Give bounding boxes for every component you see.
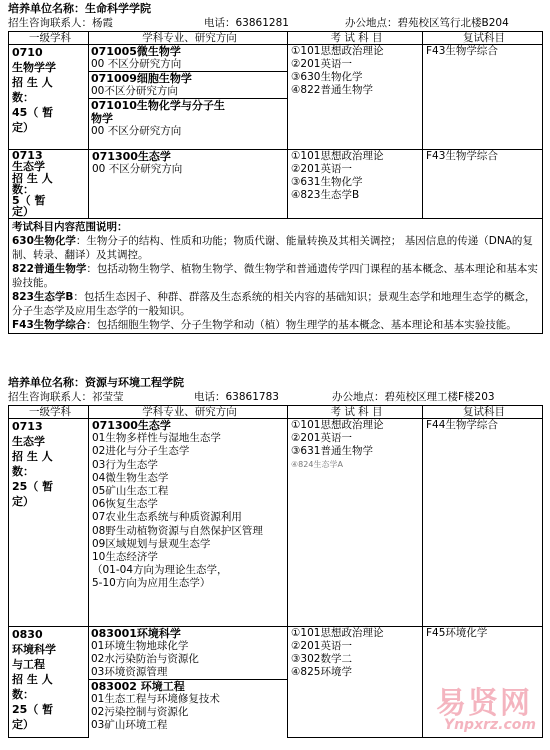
retest-cell: F44生物学综合 — [423, 419, 543, 627]
notes-cell — [9, 219, 543, 334]
table-row — [9, 419, 543, 627]
table-header-row — [9, 32, 543, 45]
watermark-logo: 易贤网 — [436, 686, 532, 721]
col-header: 考 试 科 目 — [288, 32, 423, 45]
majors-cell: 071300生态学 00 不区分研究方向 — [89, 150, 288, 219]
col-header: 学科专业、研究方向 — [89, 406, 288, 419]
exam-cell: ①101思想政治理论 ②201英语一 ③302数学二 ④825环境学 — [288, 627, 423, 738]
notes-row — [9, 219, 543, 334]
discipline-cell: 0713 生态学 招 生 人 数： 25（ 暂 定） — [9, 419, 89, 627]
unit-heading: 培养单位名称：资源与环境工程学院 — [8, 376, 184, 389]
contact-person: 招生咨询联系人：祁莹莹 — [8, 391, 124, 403]
col-header: 考 试 科 目 — [288, 406, 423, 419]
exam-cell: ①101思想政治理论 ②201英语一 ③631生物化学 ④823生态学B — [288, 150, 423, 219]
majors-cell — [89, 45, 288, 150]
major-block: 071010生物化学与分子生物学 00 不区分研究方向 — [91, 99, 225, 137]
office-location: 办公地点：碧苑校区笃行北楼B204 — [345, 17, 509, 29]
note-item: 630生物化学：生物分子的结构、性质和功能；物质代谢、能量转换及其相关调控； 基因信息的传递（DNA的复制、转录、翻译）及其调控。 — [12, 235, 533, 261]
section-resources-environment — [8, 376, 542, 738]
majors-cell: 071300生态学 01生物多样性与湿地生态学 02进化与分子生态学 03行为生态学 04微生物生态学 05矿山生态工程 06恢复生态学 07农业生态系统与种质资源利用 08野生动植物资源与自然保护区管理 09区域规划与景观生态学 10生态经济学 （01-04方向为理论生态学， 5-10方向为应用生态学） — [89, 419, 288, 627]
contact-line — [8, 391, 542, 405]
contact-person: 招生咨询联系人：杨霞 — [8, 17, 113, 29]
table-header-row — [9, 406, 543, 419]
retest-cell: F45环境化学 — [423, 627, 543, 738]
col-header: 一级学科 — [9, 406, 89, 419]
major-block: 071005微生物学 00 不区分研究方向 — [89, 45, 287, 72]
note-item: F43生物学综合：包括细胞生物学、分子生物学和动（植）物生理学的基本概念、基本理论和基本实验技能。 — [12, 319, 517, 331]
retest-cell: F43生物学综合 — [423, 45, 543, 150]
discipline-cell: 0710 生物学学 招 生 人 数： 45（ 暂 定） — [9, 45, 89, 150]
note-item: 822普通生物学：包括动物生物学、植物生物学、微生物学和普通遗传学四门课程的基本概念、基本理论和基本实验技能。 — [12, 263, 538, 289]
major-block: 071009细胞生物学 00不区分研究方向 — [89, 72, 287, 99]
retest-cell: F43生物学综合 — [423, 150, 543, 219]
note-item: 823生态学B：包括生态因子、种群、群落及生态系统的相关内容的基础知识；景观生态学和地理生态学的概念，分子生态学及应用生态学的一般知识。 — [12, 291, 536, 317]
table-row — [9, 150, 543, 219]
section-life-science — [8, 2, 542, 334]
col-header: 一级学科 — [9, 32, 89, 45]
exam-cell: ①101思想政治理论 ②201英语一 ③631普通生物学 ④824生态学A — [288, 419, 423, 627]
exam-cell: ①101思想政治理论 ②201英语一 ③630生物化学 ④822普通生物学 — [288, 45, 423, 150]
contact-phone: 电话：63861783 — [194, 391, 279, 403]
office-location: 办公地点：碧苑校区理工楼F楼203 — [332, 391, 495, 403]
col-header: 复试科目 — [423, 406, 543, 419]
notes-title: 考试科目内容范围说明： — [12, 221, 128, 233]
major-block: 083002 环境工程 01生态工程与环境修复技术 02污染控制与资源化 03矿山环境工程 — [91, 680, 220, 731]
program-table — [8, 31, 543, 334]
col-header: 学科专业、研究方向 — [89, 32, 288, 45]
discipline-cell: 0713 生态学 招 生 人 数： 5（ 暂 定） — [9, 150, 89, 219]
discipline-cell: 0830 环境科学 与工程 招 生 人 数： 25（ 暂 定） — [9, 627, 89, 738]
major-block: 083001环境科学 01环境生物地球化学 02水污染防治与资源化 03环境资源管理 — [89, 627, 287, 680]
col-header: 复试科目 — [423, 32, 543, 45]
unit-heading: 培养单位名称：生命科学学院 — [8, 2, 151, 15]
watermark-url: Ynpxrz.com — [443, 717, 536, 733]
contact-phone: 电话：63861281 — [204, 17, 289, 29]
majors-cell — [89, 627, 288, 738]
table-row — [9, 45, 543, 150]
contact-line — [8, 17, 542, 31]
